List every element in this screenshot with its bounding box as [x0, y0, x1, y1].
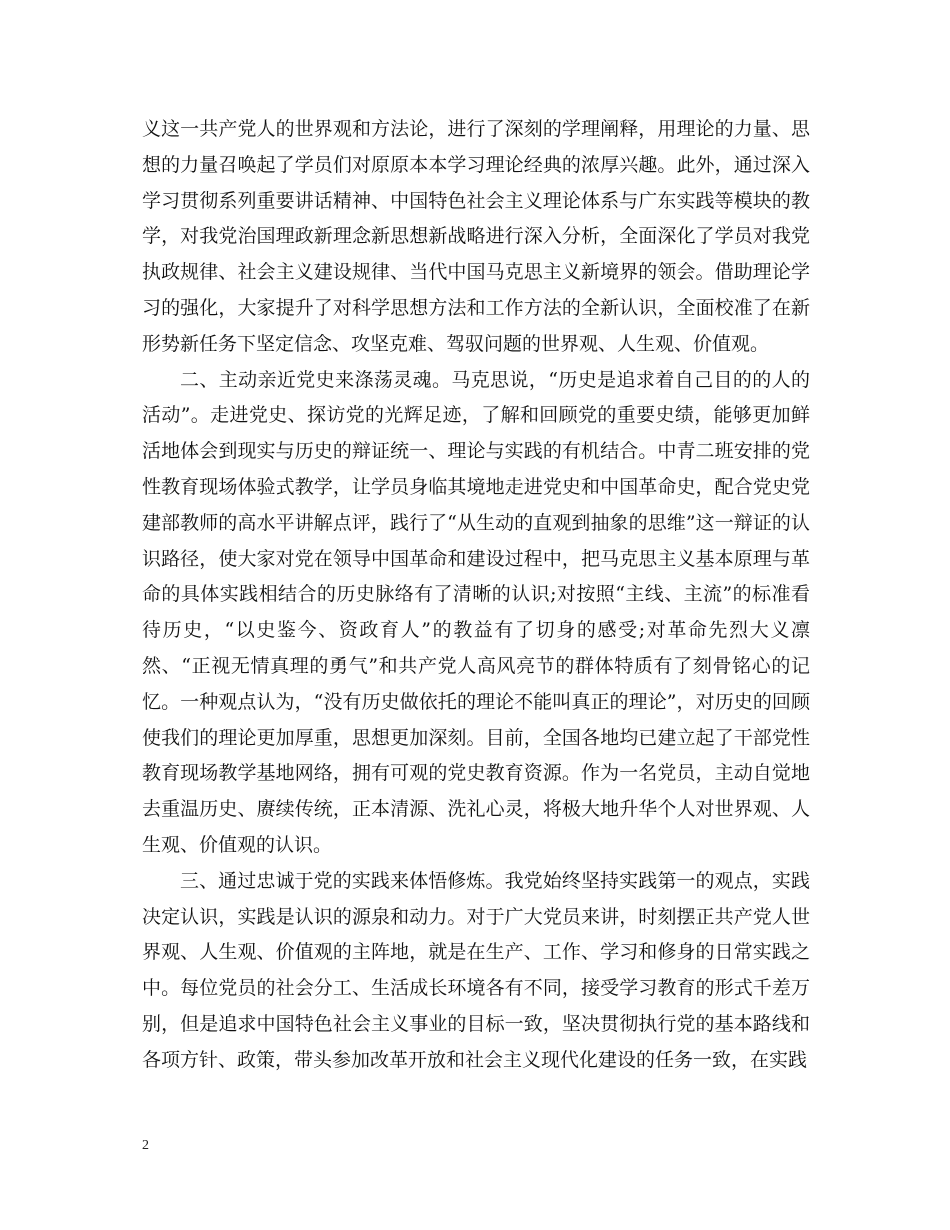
- document-body: [142, 112, 810, 1079]
- paragraph-party-history: 二、主动亲近党史来涤荡灵魂。马克思说，“历史是追求着自己目的的人的活动”。走进党史、探访党的光辉足迹，了解和回顾党的重要史绩，能够更加鲜活地体会到现实与历史的辩证统一、理论与实践的有机结合。中青二班安排的党性教育现场体验式教学，让学员身临其境地走进党史和中国革命史，配合党史党建部教师的高水平讲解点评，践行了“从生动的直观到抽象的思维”这一辩证的认识路径，使大家对党在领导中国革命和建设过程中，把马克思主义基本原理与革命的具体实践相结合的历史脉络有了清晰的认识;对按照“主线、主流”的标准看待历史，“以史鉴今、资政育人”的教益有了切身的感受;对革命先烈大义凛然、“正视无情真理的勇气”和共产党人高风亮节的群体特质有了刻骨铭心的记忆。一种观点认为，“没有历史做依托的理论不能叫真正的理论”，对历史的回顾使我们的理论更加厚重，思想更加深刻。目前，全国各地均已建立起了干部党性教育现场教学基地网络，拥有可观的党史教育资源。作为一名党员，主动自觉地去重温历史、赓续传统，正本清源、洗礼心灵，将极大地升华个人对世界观、人生观、价值观的认识。: [142, 368, 810, 856]
- paragraph-continuation: 义这一共产党人的世界观和方法论，进行了深刻的学理阐释，用理论的力量、思想的力量召唤起了学员们对原原本本学习理论经典的浓厚兴趣。此外，通过深入学习贯彻系列重要讲话精神、中国特色社会主义理论体系与广东实践等模块的教学，对我党治国理政新理念新思想新战略进行深入分析，全面深化了学员对我党执政规律、社会主义建设规律、当代中国马克思主义新境界的领会。借助理论学习的强化，大家提升了对科学思想方法和工作方法的全新认识，全面校准了在新形势新任务下坚定信念、攻坚克难、驾驭问题的世界观、人生观、价值观。: [142, 118, 810, 355]
- paragraph-practice: 三、通过忠诚于党的实践来体悟修炼。我党始终坚持实践第一的观点，实践决定认识，实践是认识的源泉和动力。对于广大党员来讲，时刻摆正共产党人世界观、人生观、价值观的主阵地，就是在生产、工作、学习和修身的日常实践之中。每位党员的社会分工、生活成长环境各有不同，接受学习教育的形式千差万别，但是追求中国特色社会主义事业的目标一致，坚决贯彻执行党的基本路线和各项方针、政策，带头参加改革开放和社会主义现代化建设的任务一致，在实践: [142, 869, 810, 1071]
- page-number: 2: [142, 1138, 149, 1153]
